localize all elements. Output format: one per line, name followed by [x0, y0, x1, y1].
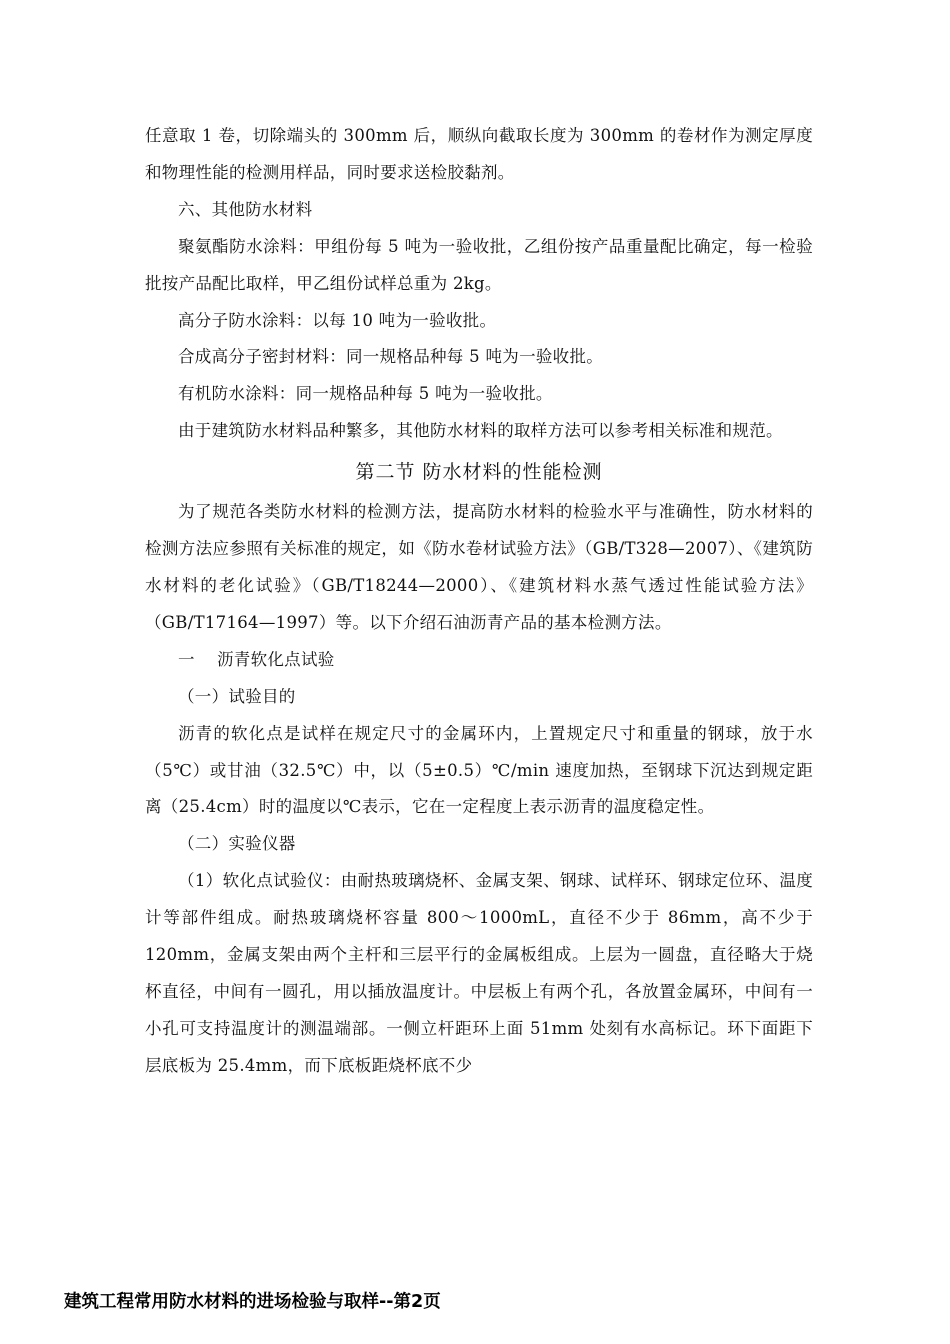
- heading-test-purpose: （一）试验目的: [178, 686, 296, 706]
- heading-other-waterproof-materials: 六、其他防水材料: [178, 199, 313, 219]
- paragraph-polyurethane-coating: 聚氨酯防水涂料：甲组份每 5 吨为一验收批，乙组份按产品重量配比确定，每一检验批按产品配比取样，甲乙组份试样总重为 2kg。: [145, 236, 813, 293]
- page-footer: 建筑工程常用防水材料的进场检验与取样--第2页: [64, 1292, 441, 1312]
- paragraph-test-purpose: 沥青的软化点是试样在规定尺寸的金属环内，上置规定尺寸和重量的钢球，放于水（5℃）或甘油（32.5℃）中，以（5±0.5）℃/min 速度加热，至钢球下沉达到规定距离（25.4cm）时的温度以℃表示，它在一定程度上表示沥青的温度稳定性。: [145, 723, 813, 817]
- heading-softening-point-test: 一 沥青软化点试验: [178, 649, 335, 669]
- paragraph-reference-standards: 由于建筑防水材料品种繁多，其他防水材料的取样方法可以参考相关标准和规范。: [178, 421, 783, 441]
- paragraph-sampling-continuation: 任意取 1 卷，切除端头的 300mm 后，顺纵向截取长度为 300mm 的卷材作为测定厚度和物理性能的检测用样品，同时要求送检胶黏剂。: [145, 126, 813, 182]
- paragraph-test-methods-intro: 为了规范各类防水材料的检测方法，提高防水材料的检验水平与准确性，防水材料的检测方法应参照有关标准的规定，如《防水卷材试验方法》（GB/T328—2007）、《建筑防水材料的老化试验》（GB/T18244—2000）、《建筑材料水蒸气透过性能试验方法》（GB/T17164—1997）等。以下介绍石油沥青产品的基本检测方法。: [145, 502, 813, 632]
- paragraph-polymer-coating: 高分子防水涂料：以每 10 吨为一验收批。: [178, 310, 497, 330]
- heading-test-apparatus: （二）实验仪器: [178, 834, 296, 854]
- paragraph-sealing-material: 合成高分子密封材料：同一规格品种每 5 吨为一验收批。: [178, 347, 604, 367]
- paragraph-apparatus-description: （1）软化点试验仪：由耐热玻璃烧杯、金属支架、钢球、试样环、钢球定位环、温度计等部件组成。耐热玻璃烧杯容量 800～1000mL，直径不少于 86mm，高不少于 120mm，金属支架由两个主杆和三层平行的金属板组成。上层为一圆盘，直径略大于烧杯直径，中间有一圆孔，用以插放温度计。中层板上有两个孔，各放置金属环，中间有一小孔可支持温度计的测温端部。一侧立杆距环上面 51mm 处刻有水高标记。环下面距下层底板为 25.4mm，而下底板距烧杯底不少: [145, 871, 813, 1075]
- document-body: [145, 118, 813, 1085]
- section-title: 第二节 防水材料的性能检测: [355, 461, 603, 484]
- paragraph-organic-coating: 有机防水涂料：同一规格品种每 5 吨为一验收批。: [178, 384, 553, 404]
